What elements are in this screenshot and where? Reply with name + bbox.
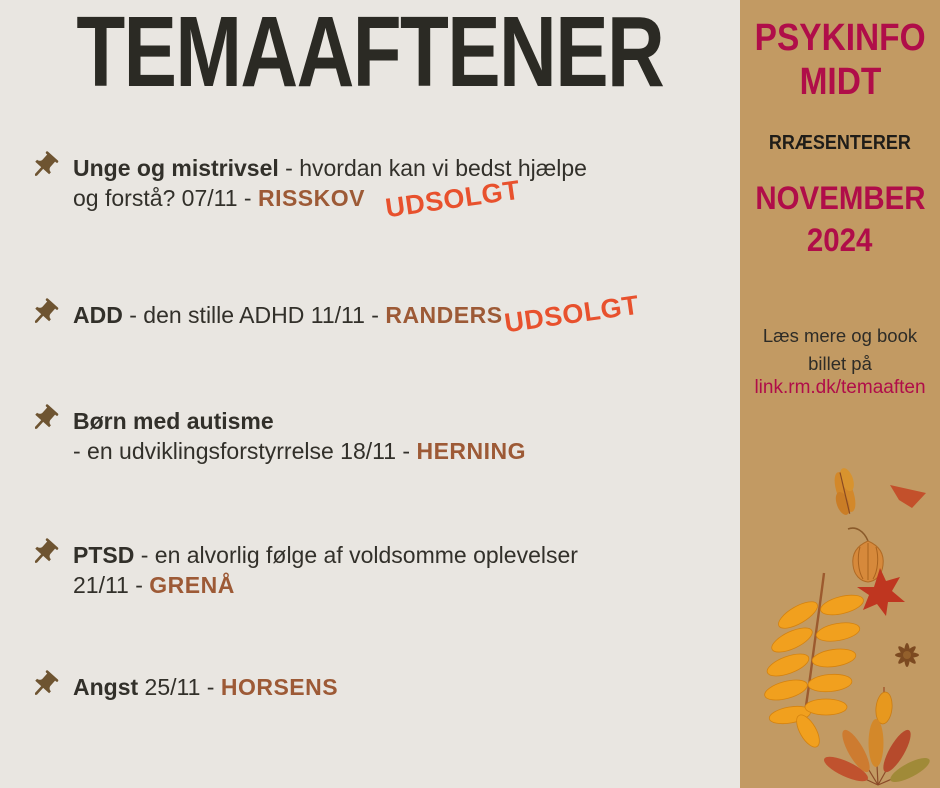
event-desc-line2: og forstå? 07/11 - [73,185,258,211]
page-title: TEMAAFTENER [76,0,664,108]
booking-link[interactable]: link.rm.dk/temaaften [754,377,926,398]
physalis-icon [848,528,883,582]
rowan-leaf-icon [763,573,866,751]
event-item-add [28,300,503,330]
event-location: HORSENS [220,674,339,700]
sold-out-stamp: UDSOLGT [383,174,522,224]
month-label: NOVEMBER 2024 [754,180,926,258]
presents-label: RRÆSENTERER [768,132,912,154]
event-location: RANDERS [385,302,503,328]
sidebar [740,0,940,788]
event-item-ptsd [28,540,578,600]
event-title: Unge og mistrivsel [73,155,279,181]
event-desc: - den stille ADHD 11/11 - [122,302,386,328]
event-title: ADD [73,302,123,328]
booking-info: Læs mere og book billet på [762,325,918,374]
autumn-leaf-cluster-icon [821,719,933,787]
pushpin-icon [21,290,66,335]
pushpin-icon [21,530,66,575]
event-location: GRENÅ [149,572,235,598]
event-title: Angst [73,674,139,700]
autumn-decoration [740,455,940,788]
sold-out-stamp: UDSOLGT [502,289,641,339]
event-title: Børn med autisme [73,408,274,434]
pushpin-icon [21,143,66,188]
oak-leaf-icon [826,466,864,516]
small-orange-leaf-icon [874,687,893,725]
event-item-boern-med-autisme [28,406,526,466]
event-desc-line2: - en udviklingsforstyrrelse 18/11 - [73,438,417,464]
event-desc: - hvordan kan vi bedst hjælpe [278,155,587,181]
org-name: PSYKINFO MIDT [754,17,926,103]
event-desc: 25/11 - [138,674,221,700]
event-title: PTSD [73,542,135,568]
event-desc-line2: 21/11 - [73,572,150,598]
event-location: HERNING [416,438,527,464]
event-desc: - en alvorlig følge af voldsomme oplevelser [134,542,578,568]
star-anise-icon [895,643,919,667]
event-item-angst [28,672,338,702]
red-leaf-fragment-icon [890,485,926,508]
pushpin-icon [21,662,66,707]
event-location: RISSKOV [257,185,365,211]
pushpin-icon [21,396,66,441]
